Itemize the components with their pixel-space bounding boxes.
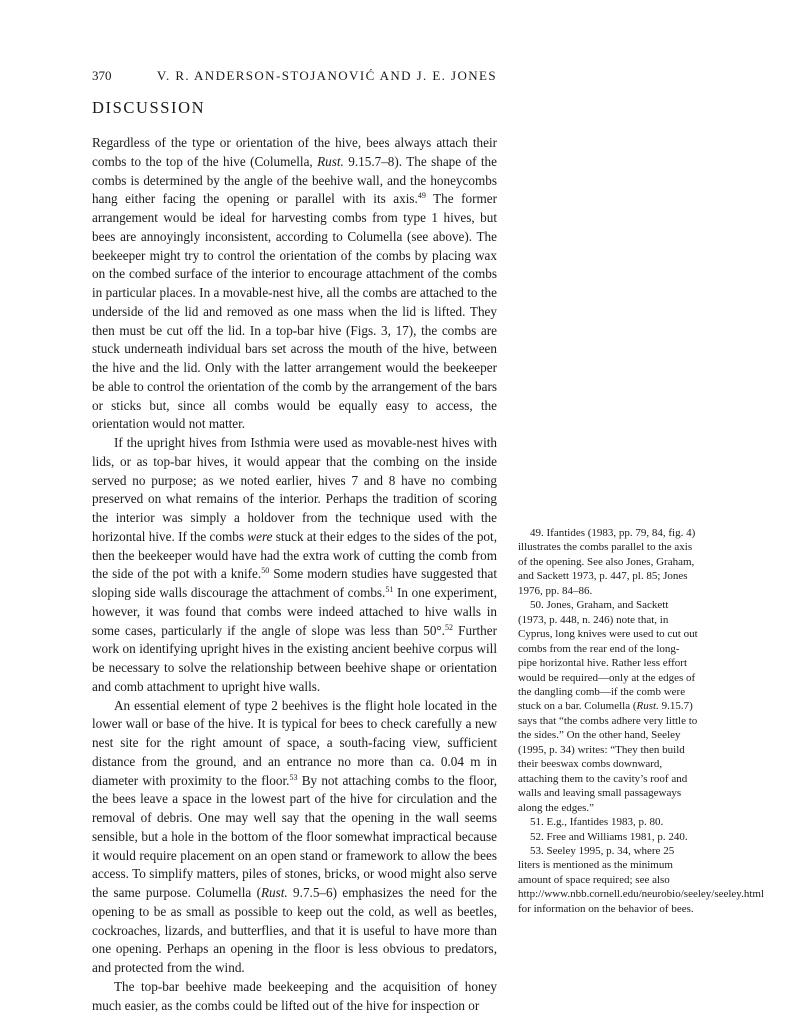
footnote-ref-49: 49 (417, 191, 426, 201)
footnote-49: 49. Ifantides (1983, pp. 79, 84, fig. 4) illustrates the combs parallel to the axis of the opening. See also Jones, Graham, and Sackett 1973, p. 447, pl. 85; Jones 1976, pp. 84–86. (518, 527, 696, 597)
running-head-authors: V. R. ANDERSON-STOJANOVIĆ AND J. E. JONES (156, 68, 497, 83)
emphasis-were: were (247, 528, 273, 544)
body-text (92, 134, 497, 1015)
footnote-53: 53. Seeley 1995, p. 34, where 25 liters is mentioned as the minimum amount of space required; see also http://www.nbb.cornell.edu/neurobio/seeley/seeley.html for information on the behavior of bees. (518, 844, 765, 915)
footnote-ref-52: 52 (444, 622, 453, 632)
paragraph-4: The top-bar beehive made beekeeping and the acquisition of honey much easier, as the combs could be lifted out of the hive for inspection or (92, 978, 497, 1013)
footnote-ref-51: 51 (385, 585, 394, 594)
paragraph-1: Regardless of the type or orientation of the hive, bees always attach their combs to the top of the hive (Columella, Rust. 9.15.7–8). The shape of the combs is determined by the angle of the beehive wall, and the honeycombs hang either facing the opening or parallel with its axis.$^{49}$ The former arrangement would be ideal for harvesting combs from type 1 hives, but bees are annoyingly inconsistent, according to Columella (see above). The beekeeper might try to control the orientation of the combs by placing wax on the combed surface of the interior to encourage attachment of the combs in particular places. In a movable-nest hive, all the combs are attached to the underside of the lid and removed as one mass when the lid is lifted. They then must be cut off the lid. In a top-bar hive (Figs. 3, 17), the combs are stuck underneath individual bars set across the mouth of the hive, between the hive and the lid. Only with the latter arrangement would the beekeeper be able to control the orientation of the comb by the arrangement of the bars or sticks but, since all combs would be equally easy to access, the orientation would not matter. (92, 135, 497, 432)
work-title: Rust. (317, 153, 344, 169)
footnote-ref-53: 53 (289, 772, 298, 782)
work-title: Rust. (636, 700, 659, 713)
footnote-ref-50: 50 (261, 566, 270, 576)
footnote-52: 52. Free and Williams 1981, p. 240. (530, 830, 688, 843)
paragraph-3: An essential element of type 2 beehives is the flight hole located in the lower wall or base of the hive. It is typical for bees to check carefully a new nest site for the right amount of space, a south-facing view, sufficient distance from the ground, and an entrance no more than ca. 0.04 m in diameter with proximity to the floor.$^{53}$ By not attaching combs to the floor, the bees leave a space in the lowest part of the hive for circulation and the removal of debris. One may well say that the opening in the wall seems sensible, but a hole in the bottom of the floor somewhat impractical because it would require placement on an open stand or framework to allow the bees access. To simplify matters, piles of stones, bricks, or wood might also serve the same purpose. Columella (Rust. 9.7.5–6) emphasizes the need for the opening to be as small as possible to keep out the cold, as well as beetles, cockroaches, lizards, and butterflies, and that it is useful to have more than one opening. Perhaps an opening in the floor is less obvious to predators, and protected from the wind. (92, 697, 498, 975)
footnote-51: 51. E.g., Ifantides 1983, p. 80. (530, 816, 664, 829)
footnotes-column (518, 526, 765, 916)
running-header (92, 68, 497, 84)
footnote-50: 50. Jones, Graham, and Sackett (1973, p. 448, n. 246) note that, in Cyprus, long knives were used to cut out combs from the rear end of the long-pipe horizontal hive. Rather less effort would be required—only at the edges of the dangling comb—if the comb were stuck on a bar. Columella (Rust. 9.15.7) says that “the combs adhere very little to the sides.” On the other hand, Seeley (1995, p. 34) writes: “They then build their beeswax combs downward, attaching them to the cavity’s roof and walls and leaving small passageways along the edges.” (518, 599, 698, 814)
paragraph-2: If the upright hives from Isthmia were used as movable-nest hives with lids, or as top-bar hives, it would appear that the combing on the inside served no purpose; as we noted earlier, hives 7 and 8 have no combing preserved on what remains of the interior. Perhaps the tradition of scoring the interior was simply a holdover from the technique used with the horizontal hive. If the combs were stuck at their edges to the sides of the pot, then the beekeeper would have had the extra work of cutting the comb from the side of the pot with a knife.$^{50}$ Some modern studies have suggested that sloping side walls discourage the attachment of combs.$^{51}$ In one experiment, however, it was found that combs were indeed attached to hive walls in some cases, particularly if the angle of slope was less than 50°.$^{52}$ Further work on identifying upright hives in the existing ancient beehive corpus will be necessary to solve the relationship between beehive shape or orientation and comb attachment to upright hive walls. (92, 435, 497, 694)
work-title: Rust. (260, 885, 288, 900)
page-number: 370 (92, 68, 112, 83)
section-title: DISCUSSION (92, 98, 206, 117)
